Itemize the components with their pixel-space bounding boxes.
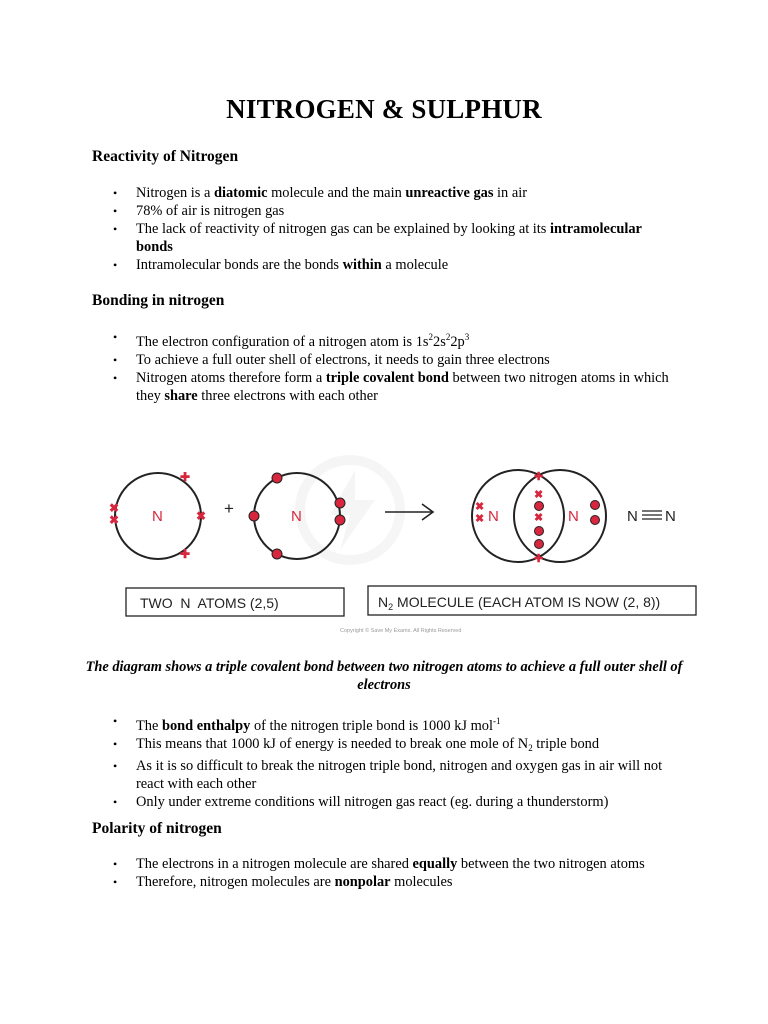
list-reactivity	[0, 184, 700, 274]
text: As it is so difficult to break the nitrogen triple bond, nitrogen and oxygen gas in air will not react with each other	[136, 758, 663, 792]
page-title: NITROGEN & SULPHUR	[226, 94, 542, 124]
formula-n-right: N	[665, 508, 676, 525]
electron-dot	[591, 501, 600, 510]
superscript: 3	[464, 332, 470, 342]
atom-label: N	[291, 508, 302, 525]
electron-cross: ✖	[534, 489, 544, 501]
bold-text: intramolecular bonds	[136, 221, 642, 255]
label-box-molecule	[368, 586, 696, 615]
superscript: 2	[428, 332, 434, 342]
electron-dot	[335, 498, 345, 508]
formula-n-left: N	[627, 508, 638, 525]
bold-text: equally	[412, 856, 458, 872]
shared-dots	[535, 501, 600, 549]
text: between two nitrogen atoms in which they	[136, 370, 669, 404]
text: triple bond	[532, 736, 600, 752]
text: 2s	[433, 334, 446, 350]
nitrogen-molecule	[472, 470, 606, 565]
text: in air	[493, 185, 528, 201]
text: molecule and the main	[267, 185, 406, 201]
text: three electrons with each other	[197, 388, 378, 404]
bold-text: triple covalent bond	[325, 370, 449, 386]
text: Nitrogen is a	[136, 185, 214, 201]
atom-label: N	[488, 508, 499, 525]
bold-text: within	[342, 257, 382, 273]
text: 2p	[450, 334, 465, 350]
text: Nitrogen atoms therefore form a	[136, 370, 326, 386]
electron-dot	[272, 473, 282, 483]
text: To achieve a full outer shell of electrons, it needs to gain three electrons	[136, 352, 550, 368]
text: Intramolecular bonds are the bonds	[136, 257, 343, 273]
heading-reactivity: Reactivity of Nitrogen	[92, 148, 239, 165]
electron-cross: ✚	[534, 553, 544, 565]
bold-text: share	[164, 388, 198, 404]
electron-cross: ✖	[534, 512, 544, 524]
reaction-arrow	[385, 504, 433, 520]
triple-bond-formula	[627, 508, 676, 525]
subscript: 2	[528, 743, 533, 753]
electron-dot	[535, 527, 544, 536]
electron-cross: ✚	[534, 471, 544, 483]
list-item	[0, 220, 676, 256]
electron-cross: ✖	[475, 501, 485, 513]
bold-text: nonpolar	[334, 874, 391, 890]
text: 78% of air is nitrogen gas	[136, 203, 285, 219]
text: Therefore, nitrogen molecules are	[136, 874, 335, 890]
list-item	[0, 873, 676, 891]
electron-cross: ✚	[180, 547, 191, 561]
label-molecule-rest: MOLECULE (EACH ATOM IS NOW (2, 8))	[393, 594, 661, 610]
electron-cross: ✖	[196, 509, 207, 523]
superscript: -1	[493, 716, 501, 726]
text: molecules	[390, 874, 453, 890]
text: between the two nitrogen atoms	[457, 856, 645, 872]
superscript: 2	[445, 332, 451, 342]
list-item	[0, 256, 676, 274]
electron-cross: ✖	[109, 513, 120, 527]
list-item	[0, 369, 676, 405]
watermark-icon	[300, 460, 400, 560]
list-polarity	[0, 855, 700, 891]
text: of the nitrogen triple bond is 1000 kJ mol	[250, 718, 493, 734]
triple-bond-lines	[642, 511, 662, 519]
text: a molecule	[381, 257, 449, 273]
electron-dot	[535, 502, 544, 511]
label-molecule	[378, 594, 660, 612]
electron-dot	[591, 516, 600, 525]
electron-cross: ✖	[475, 513, 485, 525]
list-item	[0, 351, 676, 369]
diagram-caption: The diagram shows a triple covalent bond between two nitrogen atoms to achieve a full outer shell of electrons	[85, 659, 683, 693]
list-item	[0, 793, 676, 811]
electron-dot	[335, 515, 345, 525]
text: This means that 1000 kJ of energy is needed to break one mole of N	[136, 736, 529, 752]
list-enthalpy	[0, 712, 700, 811]
copyright-text: Copyright © Save My Exams. All Rights Reserved	[340, 628, 462, 634]
list-item	[0, 328, 676, 351]
list-item	[0, 202, 676, 220]
list-item	[0, 735, 676, 757]
bold-text: diatomic	[213, 185, 268, 201]
atom-label: N	[152, 508, 163, 525]
heading-polarity: Polarity of nitrogen	[92, 820, 222, 837]
list-item	[0, 712, 676, 735]
nitrogen-atom-right	[249, 473, 345, 559]
nitrogen-atom-left	[109, 470, 206, 561]
list-item	[0, 855, 676, 873]
electron-dot	[535, 540, 544, 549]
bold-text: bond enthalpy	[161, 718, 251, 734]
plus-sign: +	[224, 499, 234, 518]
electron-cross: ✚	[180, 470, 191, 484]
bold-text: unreactive gas	[405, 185, 494, 201]
label-box-atoms	[126, 588, 344, 616]
label-molecule-n: N	[378, 594, 389, 610]
text: The lack of reactivity of nitrogen gas can be explained by looking at its	[136, 221, 550, 237]
bonding-diagram	[100, 450, 700, 640]
text: The electron configuration of a nitrogen atom is 1s	[136, 334, 429, 350]
text: Only under extreme conditions will nitrogen gas react (eg. during a thunderstorm)	[136, 794, 609, 810]
text: The	[136, 718, 162, 734]
label-atoms: TWO N ATOMS (2,5)	[140, 595, 279, 611]
label-molecule-sub: 2	[388, 602, 394, 612]
electron-dot	[272, 549, 282, 559]
list-bonding	[0, 328, 700, 405]
electron-cross: ✖	[109, 501, 120, 515]
list-item	[0, 757, 676, 793]
text: The electrons in a nitrogen molecule are shared	[136, 856, 413, 872]
heading-bonding: Bonding in nitrogen	[92, 292, 225, 309]
electron-dot	[249, 511, 259, 521]
list-item	[0, 184, 676, 202]
atom-label: N	[568, 508, 579, 525]
